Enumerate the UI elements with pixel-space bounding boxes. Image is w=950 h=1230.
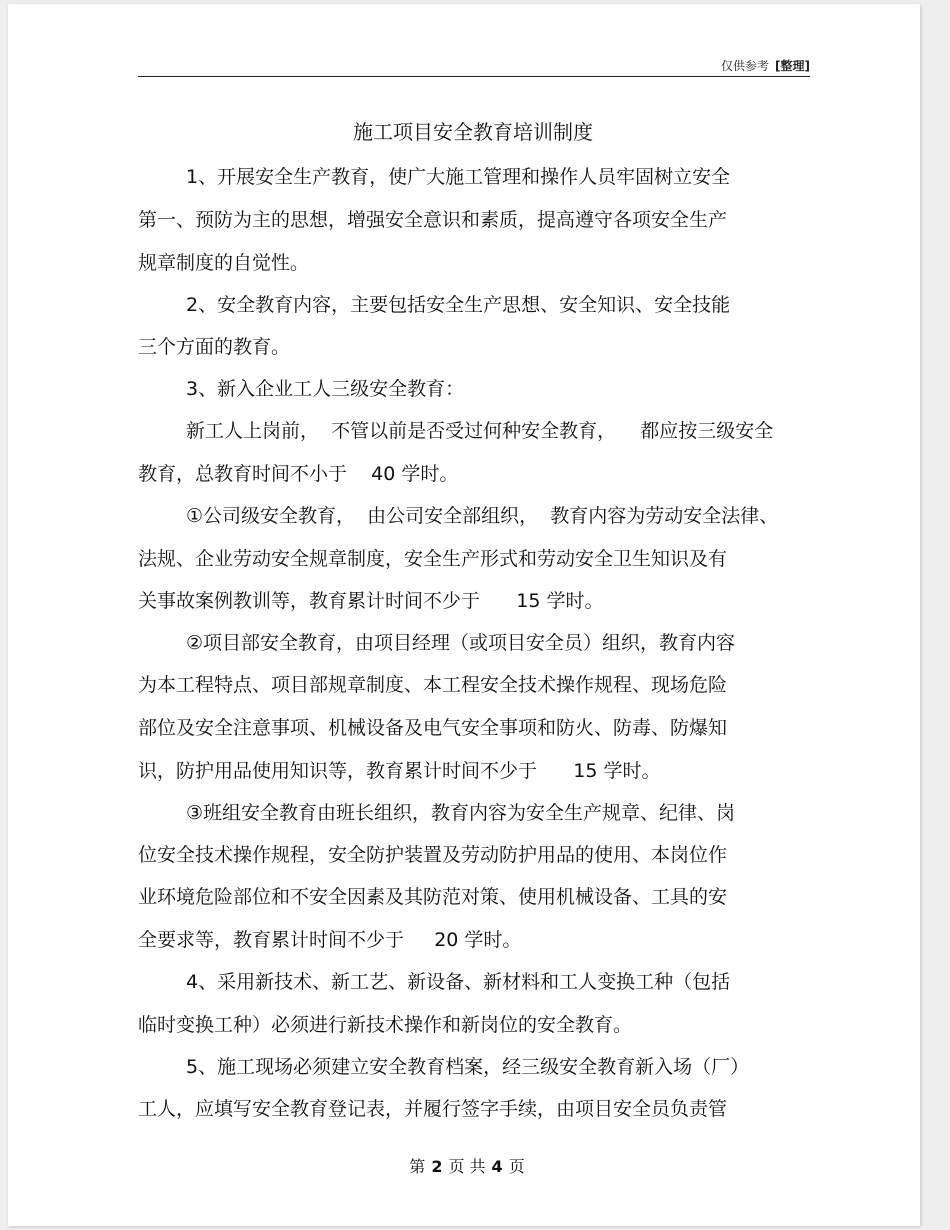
body-line: 新工人上岗前， 不管以前是否受过何种安全教育， 都应按三级安全 (186, 420, 774, 442)
body-line: 3、新入企业工人三级安全教育： (186, 378, 465, 400)
footer-page-total: 4 (491, 1157, 503, 1176)
body-line: ②项目部安全教育，由项目经理（或项目安全员）组织，教育内容 (186, 632, 736, 654)
header-rule (138, 76, 810, 77)
body-line: ③班组安全教育由班长组织，教育内容为安全生产规章、纪律、岗 (186, 802, 736, 824)
body-line: 三个方面的教育。 (138, 336, 291, 358)
body-line: 第一、预防为主的思想，增强安全意识和素质，提高遵守各项安全生产 (138, 209, 728, 231)
body-line: 2、安全教育内容，主要包括安全生产思想、安全知识、安全技能 (186, 294, 731, 316)
body-line: 4、采用新技术、新工艺、新设备、新材料和工人变换工种（包括 (186, 971, 731, 993)
document-title: 施工项目安全教育培训制度 (353, 120, 593, 144)
body-line: 业环境危险部位和不安全因素及其防范对策、使用机械设备、工具的安 (138, 886, 728, 908)
document-page (8, 4, 920, 1226)
page-footer (8, 1154, 920, 1177)
body-line: 位安全技术操作规程，安全防护装置及劳动防护用品的使用、本岗位作 (138, 844, 728, 866)
header-tag: [整理] (775, 59, 810, 73)
body-line: 部位及安全注意事项、机械设备及电气安全事项和防火、防毒、防爆知 (138, 717, 728, 739)
body-line: 临时变换工种）必须进行新技术操作和新岗位的安全教育。 (138, 1014, 633, 1036)
body-line: 识，防护用品使用知识等，教育累计时间不少于 15 学时。 (138, 760, 661, 782)
body-line: 教育，总教育时间不小于 40 学时。 (138, 463, 459, 485)
body-line: 法规、企业劳动安全规章制度，安全生产形式和劳动安全卫生知识及有 (138, 548, 728, 570)
body-line: 关事故案例教训等，教育累计时间不少于 15 学时。 (138, 590, 604, 612)
body-line: 规章制度的自觉性。 (138, 252, 310, 274)
body-line: 为本工程特点、项目部规章制度、本工程安全技术操作规程、现场危险 (138, 674, 728, 696)
body-line: 5、施工现场必须建立安全教育档案，经三级安全教育新入场（厂） (186, 1056, 750, 1078)
page-header (721, 57, 810, 74)
footer-page-number: 2 (431, 1157, 443, 1176)
header-text: 仅供参考 (721, 59, 770, 73)
footer-mid: 页 共 (448, 1157, 486, 1176)
body-line: ①公司级安全教育， 由公司安全部组织， 教育内容为劳动安全法律、 (186, 505, 779, 527)
body-line: 全要求等，教育累计时间不少于 20 学时。 (138, 929, 522, 951)
footer-suffix: 页 (508, 1157, 525, 1176)
body-line: 工人，应填写安全教育登记表，并履行签字手续，由项目安全员负责管 (138, 1098, 728, 1120)
footer-prefix: 第 (409, 1157, 426, 1176)
body-line: 1、开展安全生产教育，使广大施工管理和操作人员牢固树立安全 (186, 166, 731, 188)
